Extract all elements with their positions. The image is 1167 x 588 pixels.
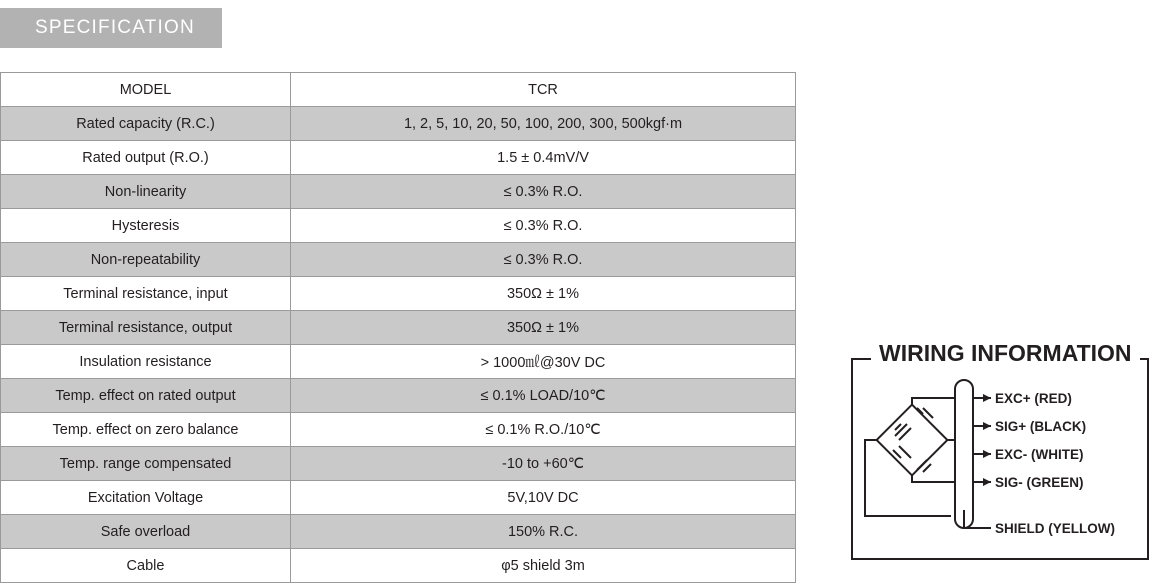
table-row — [1, 481, 796, 515]
spec-label: Temp. effect on zero balance — [1, 413, 291, 447]
spec-label: Hysteresis — [1, 209, 291, 243]
table-row — [1, 413, 796, 447]
wire-label-sig-minus: SIG- (GREEN) — [995, 475, 1084, 490]
wiring-title: WIRING INFORMATION — [871, 340, 1140, 367]
specification-table — [0, 72, 796, 583]
spec-value: 150% R.C. — [291, 515, 796, 549]
spec-label: Terminal resistance, output — [1, 311, 291, 345]
table-row — [1, 549, 796, 583]
wire-label-exc-plus: EXC+ (RED) — [995, 391, 1072, 406]
wire-label-exc-minus: EXC- (WHITE) — [995, 447, 1084, 462]
spec-value: 350Ω ± 1% — [291, 277, 796, 311]
table-row — [1, 277, 796, 311]
spec-label: Temp. range compensated — [1, 447, 291, 481]
spec-value: 1.5 ± 0.4mV/V — [291, 141, 796, 175]
spec-value: φ5 shield 3m — [291, 549, 796, 583]
specification-banner — [0, 8, 222, 48]
spec-label: Rated output (R.O.) — [1, 141, 291, 175]
wire-label-sig-plus: SIG+ (BLACK) — [995, 419, 1087, 434]
table-row — [1, 243, 796, 277]
table-row — [1, 107, 796, 141]
spec-label: MODEL — [1, 73, 291, 107]
table-row — [1, 73, 796, 107]
specification-table-body — [1, 73, 796, 583]
spec-value: 350Ω ± 1% — [291, 311, 796, 345]
table-row — [1, 209, 796, 243]
spec-value: ≤ 0.1% R.O./10℃ — [291, 413, 796, 447]
wiring-information-panel — [851, 340, 1151, 562]
wire-label-shield: SHIELD (YELLOW) — [995, 521, 1115, 536]
table-row — [1, 345, 796, 379]
spec-label: Excitation Voltage — [1, 481, 291, 515]
spec-value: 5V,10V DC — [291, 481, 796, 515]
spec-label: Insulation resistance — [1, 345, 291, 379]
spec-value: ≤ 0.1% LOAD/10℃ — [291, 379, 796, 413]
table-row — [1, 515, 796, 549]
spec-value: ≤ 0.3% R.O. — [291, 243, 796, 277]
table-row — [1, 379, 796, 413]
spec-label: Terminal resistance, input — [1, 277, 291, 311]
spec-value: TCR — [291, 73, 796, 107]
table-row — [1, 141, 796, 175]
spec-label: Non-repeatability — [1, 243, 291, 277]
spec-label: Rated capacity (R.C.) — [1, 107, 291, 141]
page-title: SPECIFICATION — [35, 17, 195, 38]
table-row — [1, 175, 796, 209]
spec-value: > 1000㎖@30V DC — [291, 345, 796, 379]
spec-label: Temp. effect on rated output — [1, 379, 291, 413]
spec-value: -10 to +60℃ — [291, 447, 796, 481]
spec-value: ≤ 0.3% R.O. — [291, 175, 796, 209]
table-row — [1, 447, 796, 481]
spec-label: Safe overload — [1, 515, 291, 549]
spec-value: 1, 2, 5, 10, 20, 50, 100, 200, 300, 500kgf·m — [291, 107, 796, 141]
table-row — [1, 311, 796, 345]
spec-value: ≤ 0.3% R.O. — [291, 209, 796, 243]
spec-label: Cable — [1, 549, 291, 583]
spec-label: Non-linearity — [1, 175, 291, 209]
